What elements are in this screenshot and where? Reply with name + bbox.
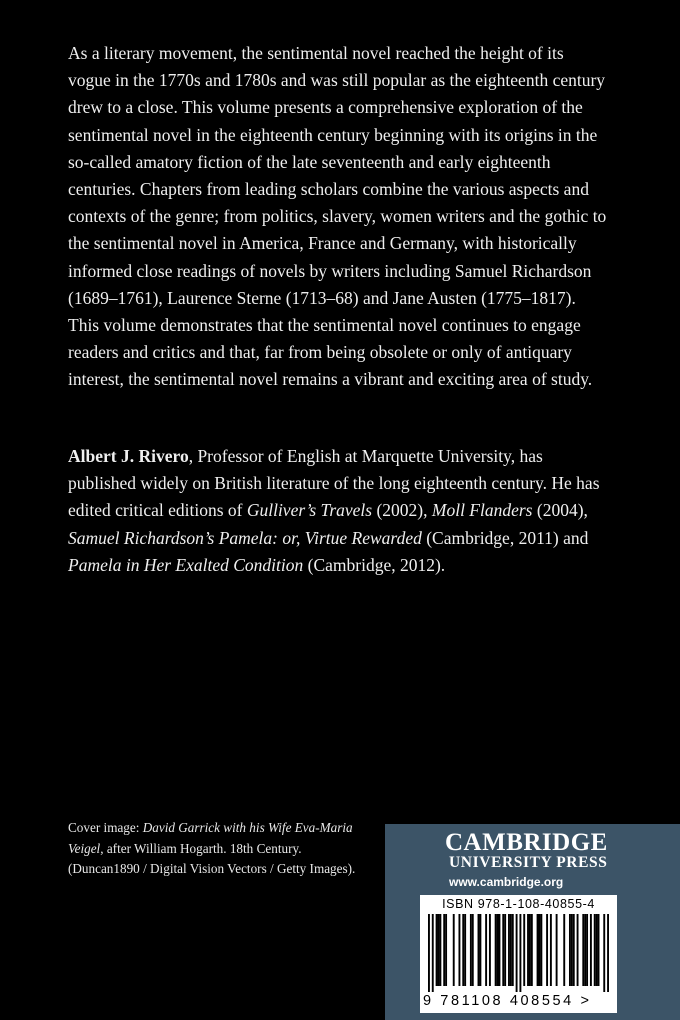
barcode-bar bbox=[603, 914, 605, 992]
isbn-label: ISBN 978-1-108-40855-4 bbox=[442, 897, 595, 911]
credit-suffix: , after William Hogarth. 18th Century. (Duncan1890 / Digital Vision Vectors / Getty Images). bbox=[68, 840, 356, 876]
barcode-bar bbox=[546, 914, 548, 986]
barcode-bar bbox=[527, 914, 529, 986]
barcode-bar bbox=[596, 914, 598, 986]
barcode-bar bbox=[563, 914, 565, 986]
barcode-bar bbox=[523, 914, 525, 986]
barcode-bar bbox=[584, 914, 586, 986]
barcode-bar bbox=[531, 914, 533, 986]
barcode-bar bbox=[432, 914, 434, 992]
bio-text-1: , Professor of English at Marquette University, has published widely on British literature of the long eighteenth century. He has edited critical editions of bbox=[68, 446, 600, 521]
barcode-bar bbox=[498, 914, 500, 986]
barcode-bar bbox=[462, 914, 464, 986]
barcode-bar bbox=[453, 914, 455, 986]
barcode-bar bbox=[607, 914, 609, 992]
barcode-bar bbox=[458, 914, 460, 986]
barcode-bar bbox=[495, 914, 497, 986]
barcode-bars bbox=[428, 914, 609, 992]
barcode-bar bbox=[438, 914, 440, 986]
barcode-bar bbox=[537, 914, 539, 986]
author-bio bbox=[68, 443, 608, 579]
publisher-url: www.cambridge.org bbox=[449, 875, 564, 889]
barcode-bar bbox=[539, 914, 541, 986]
barcode-bar bbox=[508, 914, 510, 986]
author-name: Albert J. Rivero bbox=[68, 446, 189, 466]
bio-title-3: Samuel Richardson’s Pamela: or, Virtue Rewarded bbox=[68, 527, 422, 548]
barcode-bar bbox=[512, 914, 514, 986]
cover-image-credit bbox=[68, 818, 358, 880]
bio-text-4: (Cambridge, 2011) and bbox=[421, 527, 589, 548]
barcode-bar bbox=[571, 914, 573, 986]
barcode-bar bbox=[569, 914, 571, 986]
publisher-box bbox=[385, 824, 680, 1020]
barcode-bar bbox=[590, 914, 592, 986]
credit-prefix: Cover image: bbox=[68, 820, 143, 835]
barcode-bar bbox=[470, 914, 472, 986]
barcode-bar bbox=[445, 914, 447, 986]
barcode-bar bbox=[489, 914, 491, 986]
bio-title-1: Gulliver’s Travels bbox=[246, 500, 373, 521]
barcode-bar bbox=[510, 914, 512, 986]
barcode-bar bbox=[582, 914, 584, 986]
barcode-bar bbox=[443, 914, 445, 986]
barcode-bar bbox=[573, 914, 575, 986]
barcode-bar bbox=[472, 914, 474, 986]
bio-title-4: Pamela in Her Exalted Condition bbox=[68, 554, 304, 575]
barcode-bar bbox=[502, 914, 504, 986]
barcode-bar bbox=[550, 914, 552, 986]
bio-text-3: (2004), bbox=[532, 500, 588, 521]
bio-text-5: (Cambridge, 2012). bbox=[303, 554, 446, 575]
barcode-digits: 9 781108 408554 > bbox=[423, 993, 592, 1009]
barcode-bar bbox=[540, 914, 542, 986]
credit-artwork: David Garrick with his Wife Eva-Maria Veigel bbox=[68, 820, 353, 856]
barcode-bar bbox=[436, 914, 438, 986]
bio-text-2: (2002), bbox=[372, 500, 432, 521]
publisher-name: CAMBRIDGE bbox=[445, 829, 608, 856]
barcode-bar bbox=[519, 914, 521, 992]
barcode-bar bbox=[586, 914, 588, 986]
barcode-bar bbox=[529, 914, 531, 986]
book-description: As a literary movement, the sentimental novel reached the height of its vogue in the 1770s and 1780s and was still popular as the eighteenth century drew to a close. This volume presents a comprehensive exploration of the sentimental novel in the eighteenth century beginning with its origins in the so-called amatory fiction of the late seventeenth and early eighteenth centuries. Chapters from leading scholars combine the various aspects and contexts of the genre; from politics, slavery, women writers and the gothic to the sentimental novel in America, France and Germany, with historically informed close readings of novels by writers including Samuel Richardson (1689–1761), Laurence Sterne (1713–68) and Jane Austen (1775–1817). This volume demonstrates that the sentimental novel continues to engage readers and critics and that, far from being obsolete or only of antiquary interest, the sentimental novel remains a vibrant and exciting area of study. bbox=[68, 43, 607, 390]
barcode-bar bbox=[516, 914, 518, 992]
publisher-subtitle: UNIVERSITY PRESS bbox=[449, 854, 608, 871]
barcode-bar bbox=[497, 914, 499, 986]
barcode-bar bbox=[598, 914, 600, 986]
barcode-bar bbox=[479, 914, 481, 986]
barcode bbox=[420, 895, 617, 1013]
barcode-bar bbox=[594, 914, 596, 986]
barcode-bar bbox=[504, 914, 506, 986]
bio-title-2: Moll Flanders bbox=[431, 500, 533, 521]
barcode-bar bbox=[428, 914, 430, 992]
barcode-bar bbox=[439, 914, 441, 986]
barcode-bar bbox=[577, 914, 579, 986]
barcode-bar bbox=[478, 914, 480, 986]
barcode-bar bbox=[485, 914, 487, 986]
barcode-bar bbox=[464, 914, 466, 986]
barcode-bar bbox=[556, 914, 558, 986]
